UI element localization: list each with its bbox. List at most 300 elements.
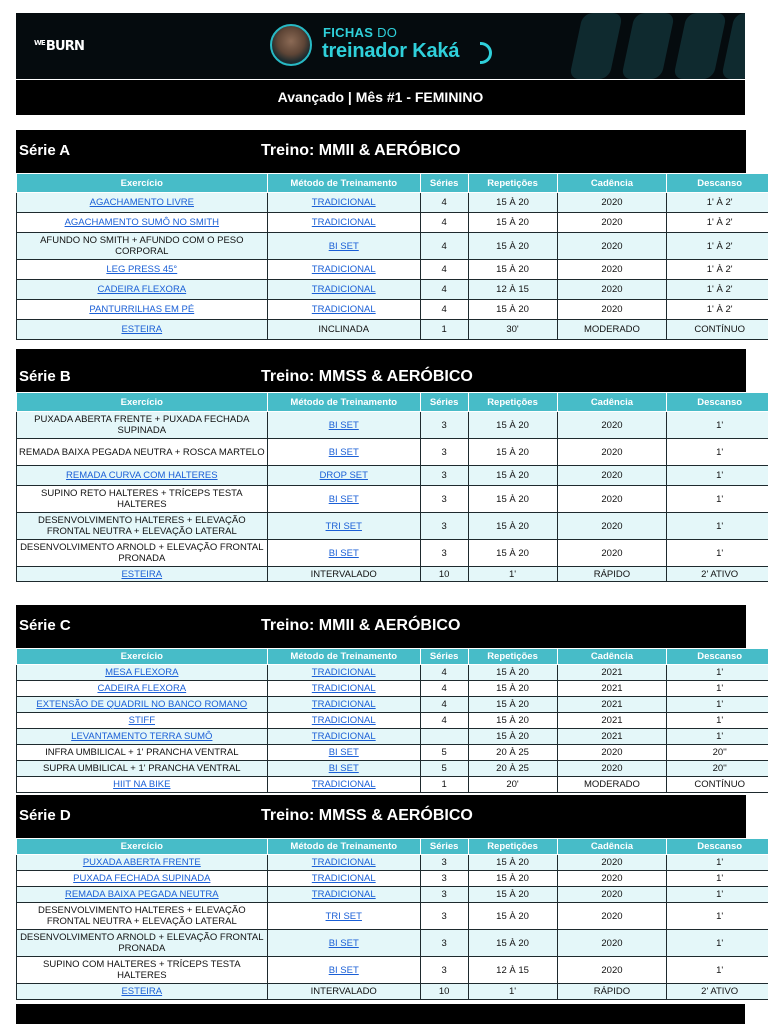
table-cell: 15 À 20 <box>468 213 557 233</box>
section-header <box>16 349 746 392</box>
table-cell: 3 <box>420 513 468 540</box>
table-cell <box>17 466 268 486</box>
table-cell <box>420 729 468 745</box>
table-cell: 2020 <box>557 887 667 903</box>
column-header: Séries <box>420 174 468 193</box>
table-cell: 5 <box>420 745 468 761</box>
method-link[interactable]: TRADICIONAL <box>311 731 376 742</box>
table-cell: 2020 <box>557 513 667 540</box>
table-cell: 15 À 20 <box>468 887 557 903</box>
column-header: Método de Treinamento <box>267 839 420 855</box>
table-row <box>17 903 768 930</box>
table-row <box>17 887 768 903</box>
method-link[interactable]: TRADICIONAL <box>311 715 376 726</box>
table-cell: 1' <box>667 513 768 540</box>
table-cell: DESENVOLVIMENTO ARNOLD + ELEVAÇÃO FRONTAL PRONADA <box>17 930 268 957</box>
table-row <box>17 930 768 957</box>
table-cell: 2021 <box>557 681 667 697</box>
table-cell: 1' À 2' <box>667 193 768 213</box>
table-cell <box>267 957 420 984</box>
column-header: Exercício <box>17 393 268 412</box>
section-title: Treino: MMSS & AERÓBICO <box>261 807 473 824</box>
table-cell: 2020 <box>557 745 667 761</box>
table-cell <box>267 260 420 280</box>
table-cell: 1' <box>667 855 768 871</box>
table-cell: 4 <box>420 280 468 300</box>
table-cell: INTERVALADO <box>267 984 420 1000</box>
method-link[interactable]: TRADICIONAL <box>311 873 376 884</box>
table-cell: 1' <box>667 681 768 697</box>
exercise-table <box>16 392 768 582</box>
table-cell: RÁPIDO <box>557 567 667 582</box>
table-cell: 3 <box>420 930 468 957</box>
table-row <box>17 713 768 729</box>
table-cell: 15 À 20 <box>468 681 557 697</box>
trainer-avatar <box>270 24 312 66</box>
table-cell <box>17 320 268 340</box>
exercise-link[interactable]: AGACHAMENTO SUMÔ NO SMITH <box>64 217 220 228</box>
table-cell: 1' <box>667 957 768 984</box>
table-row <box>17 412 768 439</box>
section-title: Treino: MMII & AERÓBICO <box>261 617 461 634</box>
column-header: Descanso <box>667 174 768 193</box>
table-header-row <box>17 649 768 665</box>
table-cell: 2020 <box>557 260 667 280</box>
exercise-link[interactable]: REMADA CURVA COM HALTERES <box>66 470 218 481</box>
method-link[interactable]: BI SET <box>328 446 359 458</box>
table-cell: 15 À 20 <box>468 233 557 260</box>
table-cell: 1' À 2' <box>667 213 768 233</box>
table-row <box>17 681 768 697</box>
section-header <box>16 795 746 838</box>
table-cell: 2020 <box>557 412 667 439</box>
table-cell: 10 <box>420 984 468 1000</box>
method-link[interactable]: BI SET <box>328 964 359 976</box>
exercise-link[interactable]: CADEIRA FLEXORA <box>97 284 187 295</box>
table-cell: 3 <box>420 887 468 903</box>
column-header: Descanso <box>667 649 768 665</box>
table-cell: INFRA UMBILICAL + 1' PRANCHA VENTRAL <box>17 745 268 761</box>
table-cell: 1' <box>667 466 768 486</box>
exercise-link[interactable]: PUXADA ABERTA FRENTE <box>82 857 201 868</box>
table-cell: 4 <box>420 213 468 233</box>
column-header: Cadência <box>557 174 667 193</box>
brand-line-1 <box>323 25 397 40</box>
column-header: Método de Treinamento <box>267 174 420 193</box>
section-header <box>16 605 746 648</box>
method-link[interactable]: TRADICIONAL <box>311 197 376 208</box>
table-cell: MODERADO <box>557 320 667 340</box>
table-cell: 20 À 25 <box>468 745 557 761</box>
table-cell: 15 À 20 <box>468 300 557 320</box>
method-link[interactable]: TRADICIONAL <box>311 699 376 710</box>
header-banner <box>16 13 745 79</box>
table-cell: 1' <box>468 984 557 1000</box>
method-link[interactable]: TRADICIONAL <box>311 857 376 868</box>
table-header-row <box>17 393 768 412</box>
section-title: Treino: MMSS & AERÓBICO <box>261 368 473 385</box>
table-cell: 15 À 20 <box>468 871 557 887</box>
table-cell: 4 <box>420 681 468 697</box>
table-cell: 4 <box>420 713 468 729</box>
brand-do: DO <box>373 25 398 40</box>
table-cell <box>267 665 420 681</box>
method-link[interactable]: BI SET <box>328 937 359 949</box>
method-link[interactable]: TRADICIONAL <box>311 779 376 790</box>
table-cell: 2020 <box>557 903 667 930</box>
exercise-link[interactable]: HIIT NA BIKE <box>113 779 171 790</box>
table-cell: 2020 <box>557 439 667 466</box>
table-cell: 15 À 20 <box>468 903 557 930</box>
table-cell: 1' <box>667 412 768 439</box>
table-cell <box>17 729 268 745</box>
table-cell: 15 À 20 <box>468 486 557 513</box>
table-cell <box>267 681 420 697</box>
table-cell <box>267 486 420 513</box>
table-cell: 2020 <box>557 957 667 984</box>
table-cell: AFUNDO NO SMITH + AFUNDO COM O PESO CORPORAL <box>17 233 268 260</box>
table-cell: 1' <box>667 871 768 887</box>
table-cell: 1' <box>667 729 768 745</box>
column-header: Exercício <box>17 649 268 665</box>
table-cell: INCLINADA <box>267 320 420 340</box>
table-cell: 10 <box>420 567 468 582</box>
table-cell <box>17 300 268 320</box>
table-cell: PUXADA ABERTA FRENTE + PUXADA FECHADA SUPINADA <box>17 412 268 439</box>
method-link[interactable]: TRADICIONAL <box>311 889 376 900</box>
decor-stripe <box>673 13 727 79</box>
table-row <box>17 213 768 233</box>
table-cell <box>17 280 268 300</box>
method-link[interactable]: TRADICIONAL <box>311 667 376 678</box>
method-link[interactable]: TRADICIONAL <box>311 264 376 275</box>
table-row <box>17 233 768 260</box>
table-cell: 1' <box>667 697 768 713</box>
table-header-row <box>17 839 768 855</box>
table-cell: DESENVOLVIMENTO ARNOLD + ELEVAÇÃO FRONTAL PRONADA <box>17 540 268 567</box>
table-cell: SUPINO RETO HALTERES + TRÍCEPS TESTA HALTERES <box>17 486 268 513</box>
section-name: Série D <box>19 807 71 824</box>
exercise-link[interactable]: ESTEIRA <box>121 986 163 997</box>
table-cell: 3 <box>420 540 468 567</box>
table-cell: 1' <box>468 567 557 582</box>
table-cell: 4 <box>420 193 468 213</box>
table-row <box>17 280 768 300</box>
table-cell: 2021 <box>557 665 667 681</box>
exercise-link[interactable]: PANTURRILHAS EM PÉ <box>89 304 195 315</box>
table-cell: 15 À 20 <box>468 855 557 871</box>
table-row <box>17 260 768 280</box>
table-cell: MODERADO <box>557 777 667 793</box>
table-cell: 3 <box>420 486 468 513</box>
column-header: Descanso <box>667 839 768 855</box>
column-header: Exercício <box>17 839 268 855</box>
table-cell <box>17 193 268 213</box>
table-cell <box>17 567 268 582</box>
table-cell: 30' <box>468 320 557 340</box>
decor-stripe <box>569 13 623 79</box>
table-cell: 1' <box>667 903 768 930</box>
table-cell: 1' <box>667 540 768 567</box>
table-cell: 4 <box>420 260 468 280</box>
table-cell: 15 À 20 <box>468 466 557 486</box>
section-s-rie-d <box>16 795 746 1000</box>
exercise-link[interactable]: LEVANTAMENTO TERRA SUMÔ <box>71 731 213 742</box>
table-cell: 2020 <box>557 540 667 567</box>
method-link[interactable]: BI SET <box>328 419 359 431</box>
next-section-strip <box>16 1004 745 1024</box>
column-header: Cadência <box>557 649 667 665</box>
table-cell <box>267 729 420 745</box>
table-cell: 20' <box>468 777 557 793</box>
page-title: Avançado | Mês #1 - FEMININO <box>16 80 745 115</box>
table-row <box>17 697 768 713</box>
table-cell: 2020 <box>557 233 667 260</box>
exercise-link[interactable]: ESTEIRA <box>121 568 163 580</box>
table-cell <box>17 681 268 697</box>
table-cell: 15 À 20 <box>468 540 557 567</box>
table-cell: 2021 <box>557 713 667 729</box>
table-cell <box>267 713 420 729</box>
table-row <box>17 871 768 887</box>
exercise-table <box>16 173 768 340</box>
exercise-link[interactable]: ESTEIRA <box>121 324 163 335</box>
method-link[interactable]: BI SET <box>328 493 359 505</box>
column-header: Descanso <box>667 393 768 412</box>
table-cell <box>267 233 420 260</box>
table-row <box>17 300 768 320</box>
table-cell: 12 À 15 <box>468 280 557 300</box>
table-cell: 20 À 25 <box>468 761 557 777</box>
table-row <box>17 513 768 540</box>
table-cell: 15 À 20 <box>468 930 557 957</box>
table-cell: 4 <box>420 233 468 260</box>
table-row <box>17 320 768 340</box>
column-header: Cadência <box>557 393 667 412</box>
table-cell: 15 À 20 <box>468 412 557 439</box>
table-cell: 2020 <box>557 855 667 871</box>
exercise-link[interactable]: MESA FLEXORA <box>105 667 179 678</box>
table-cell: 2020 <box>557 280 667 300</box>
table-cell: 2020 <box>557 761 667 777</box>
table-cell: 15 À 20 <box>468 439 557 466</box>
table-cell: 2020 <box>557 193 667 213</box>
method-link[interactable]: TRADICIONAL <box>311 304 376 315</box>
table-cell <box>17 777 268 793</box>
table-cell: 15 À 20 <box>468 665 557 681</box>
table-cell: 1' <box>667 439 768 466</box>
table-cell <box>17 984 268 1000</box>
table-cell: CONTÍNUO <box>667 320 768 340</box>
table-cell <box>267 887 420 903</box>
table-cell: 2021 <box>557 729 667 745</box>
section-s-rie-b <box>16 349 746 582</box>
section-s-rie-a <box>16 130 746 340</box>
table-cell: 1' À 2' <box>667 260 768 280</box>
section-title: Treino: MMII & AERÓBICO <box>261 142 461 159</box>
table-cell: REMADA BAIXA PEGADA NEUTRA + ROSCA MARTELO <box>17 439 268 466</box>
table-row <box>17 439 768 466</box>
table-cell: 2020 <box>557 486 667 513</box>
table-cell: 3 <box>420 412 468 439</box>
table-cell: 20'' <box>667 761 768 777</box>
table-row <box>17 466 768 486</box>
column-header: Cadência <box>557 839 667 855</box>
logo-big-text: BURN <box>45 39 85 54</box>
section-header <box>16 130 746 173</box>
method-link[interactable]: TRI SET <box>325 520 362 532</box>
weburn-logo[interactable] <box>34 40 84 55</box>
table-cell: 2020 <box>557 871 667 887</box>
exercise-link[interactable]: REMADA BAIXA PEGADA NEUTRA <box>64 889 219 900</box>
table-cell: 2' ATIVO <box>667 567 768 582</box>
table-cell: 12 À 15 <box>468 957 557 984</box>
exercise-link[interactable]: CADEIRA FLEXORA <box>97 683 187 694</box>
table-cell: 2020 <box>557 930 667 957</box>
column-header: Repetições <box>468 174 557 193</box>
table-cell <box>267 903 420 930</box>
table-cell: 4 <box>420 300 468 320</box>
table-cell <box>17 260 268 280</box>
table-cell: 15 À 20 <box>468 193 557 213</box>
table-cell: 2' ATIVO <box>667 984 768 1000</box>
section-s-rie-c <box>16 605 746 793</box>
table-cell <box>267 300 420 320</box>
table-cell: 3 <box>420 855 468 871</box>
table-cell <box>17 213 268 233</box>
table-cell: 4 <box>420 665 468 681</box>
section-name: Série B <box>19 368 71 385</box>
table-cell: CONTÍNUO <box>667 777 768 793</box>
table-cell <box>17 855 268 871</box>
table-row <box>17 777 768 793</box>
table-row <box>17 855 768 871</box>
table-cell <box>267 871 420 887</box>
method-link[interactable]: BI SET <box>328 763 359 774</box>
table-cell: 1' <box>667 665 768 681</box>
table-header-row <box>17 174 768 193</box>
table-cell: 1' À 2' <box>667 233 768 260</box>
brand-arc-icon <box>480 42 492 64</box>
table-cell: 1' <box>667 930 768 957</box>
table-cell <box>267 513 420 540</box>
table-row <box>17 567 768 582</box>
table-cell: 3 <box>420 871 468 887</box>
column-header: Séries <box>420 393 468 412</box>
method-link[interactable]: TRADICIONAL <box>311 217 376 228</box>
table-cell: 1' À 2' <box>667 300 768 320</box>
table-row <box>17 486 768 513</box>
exercise-link[interactable]: EXTENSÃO DE QUADRIL NO BANCO ROMANO <box>36 699 248 710</box>
table-cell <box>17 697 268 713</box>
logo-small-text: WE <box>34 39 45 47</box>
table-row <box>17 761 768 777</box>
table-row <box>17 957 768 984</box>
method-link[interactable]: DROP SET <box>319 470 368 481</box>
column-header: Repetições <box>468 839 557 855</box>
table-cell <box>267 466 420 486</box>
table-cell <box>17 887 268 903</box>
exercise-table <box>16 648 768 793</box>
table-cell: 1 <box>420 320 468 340</box>
table-cell: 2020 <box>557 300 667 320</box>
exercise-table <box>16 838 768 1000</box>
brand-fichas: FICHAS <box>323 25 374 40</box>
table-cell: 1' <box>667 486 768 513</box>
method-link[interactable]: BI SET <box>328 747 359 758</box>
table-cell <box>267 697 420 713</box>
table-row <box>17 540 768 567</box>
table-cell: INTERVALADO <box>267 567 420 582</box>
table-cell <box>267 540 420 567</box>
section-name: Série A <box>19 142 71 159</box>
table-cell: 2021 <box>557 697 667 713</box>
method-link[interactable]: TRADICIONAL <box>311 284 376 295</box>
table-cell: 1' <box>667 887 768 903</box>
table-cell: 3 <box>420 439 468 466</box>
table-cell <box>17 665 268 681</box>
decor-stripe <box>621 13 675 79</box>
table-cell <box>267 745 420 761</box>
table-cell: 2020 <box>557 466 667 486</box>
column-header: Séries <box>420 839 468 855</box>
table-cell <box>267 855 420 871</box>
column-header: Método de Treinamento <box>267 393 420 412</box>
column-header: Exercício <box>17 174 268 193</box>
method-link[interactable]: TRI SET <box>325 910 362 922</box>
table-cell <box>17 871 268 887</box>
table-cell: 15 À 20 <box>468 713 557 729</box>
column-header: Séries <box>420 649 468 665</box>
table-cell <box>267 761 420 777</box>
table-cell: 3 <box>420 903 468 930</box>
table-cell <box>267 930 420 957</box>
column-header: Repetições <box>468 393 557 412</box>
method-link[interactable]: TRADICIONAL <box>311 683 376 694</box>
table-row <box>17 745 768 761</box>
table-cell <box>267 412 420 439</box>
table-cell: 2020 <box>557 213 667 233</box>
table-cell: 1 <box>420 777 468 793</box>
table-cell: 15 À 20 <box>468 513 557 540</box>
section-name: Série C <box>19 617 71 634</box>
brand-line-2: treinador Kaká <box>322 40 460 62</box>
table-row <box>17 984 768 1000</box>
table-cell: 1' <box>667 713 768 729</box>
table-row <box>17 193 768 213</box>
table-cell <box>267 777 420 793</box>
table-cell: 15 À 20 <box>468 729 557 745</box>
column-header: Método de Treinamento <box>267 649 420 665</box>
method-link[interactable]: BI SET <box>328 547 359 559</box>
table-cell: 5 <box>420 761 468 777</box>
table-cell: SUPINO COM HALTERES + TRÍCEPS TESTA HALTERES <box>17 957 268 984</box>
table-cell: 4 <box>420 697 468 713</box>
table-cell <box>17 713 268 729</box>
exercise-link[interactable]: LEG PRESS 45° <box>106 264 178 275</box>
table-cell: 15 À 20 <box>468 260 557 280</box>
table-row <box>17 665 768 681</box>
column-header: Repetições <box>468 649 557 665</box>
exercise-link[interactable]: STIFF <box>128 715 155 726</box>
exercise-link[interactable]: AGACHAMENTO LIVRE <box>89 197 194 208</box>
exercise-link[interactable]: PUXADA FECHADA SUPINADA <box>73 873 211 884</box>
table-cell: 15 À 20 <box>468 697 557 713</box>
method-link[interactable]: BI SET <box>328 240 359 252</box>
table-cell: 1' À 2' <box>667 280 768 300</box>
table-cell: DESENVOLVIMENTO HALTERES + ELEVAÇÃO FRONTAL NEUTRA + ELEVAÇÃO LATERAL <box>17 903 268 930</box>
table-row <box>17 729 768 745</box>
